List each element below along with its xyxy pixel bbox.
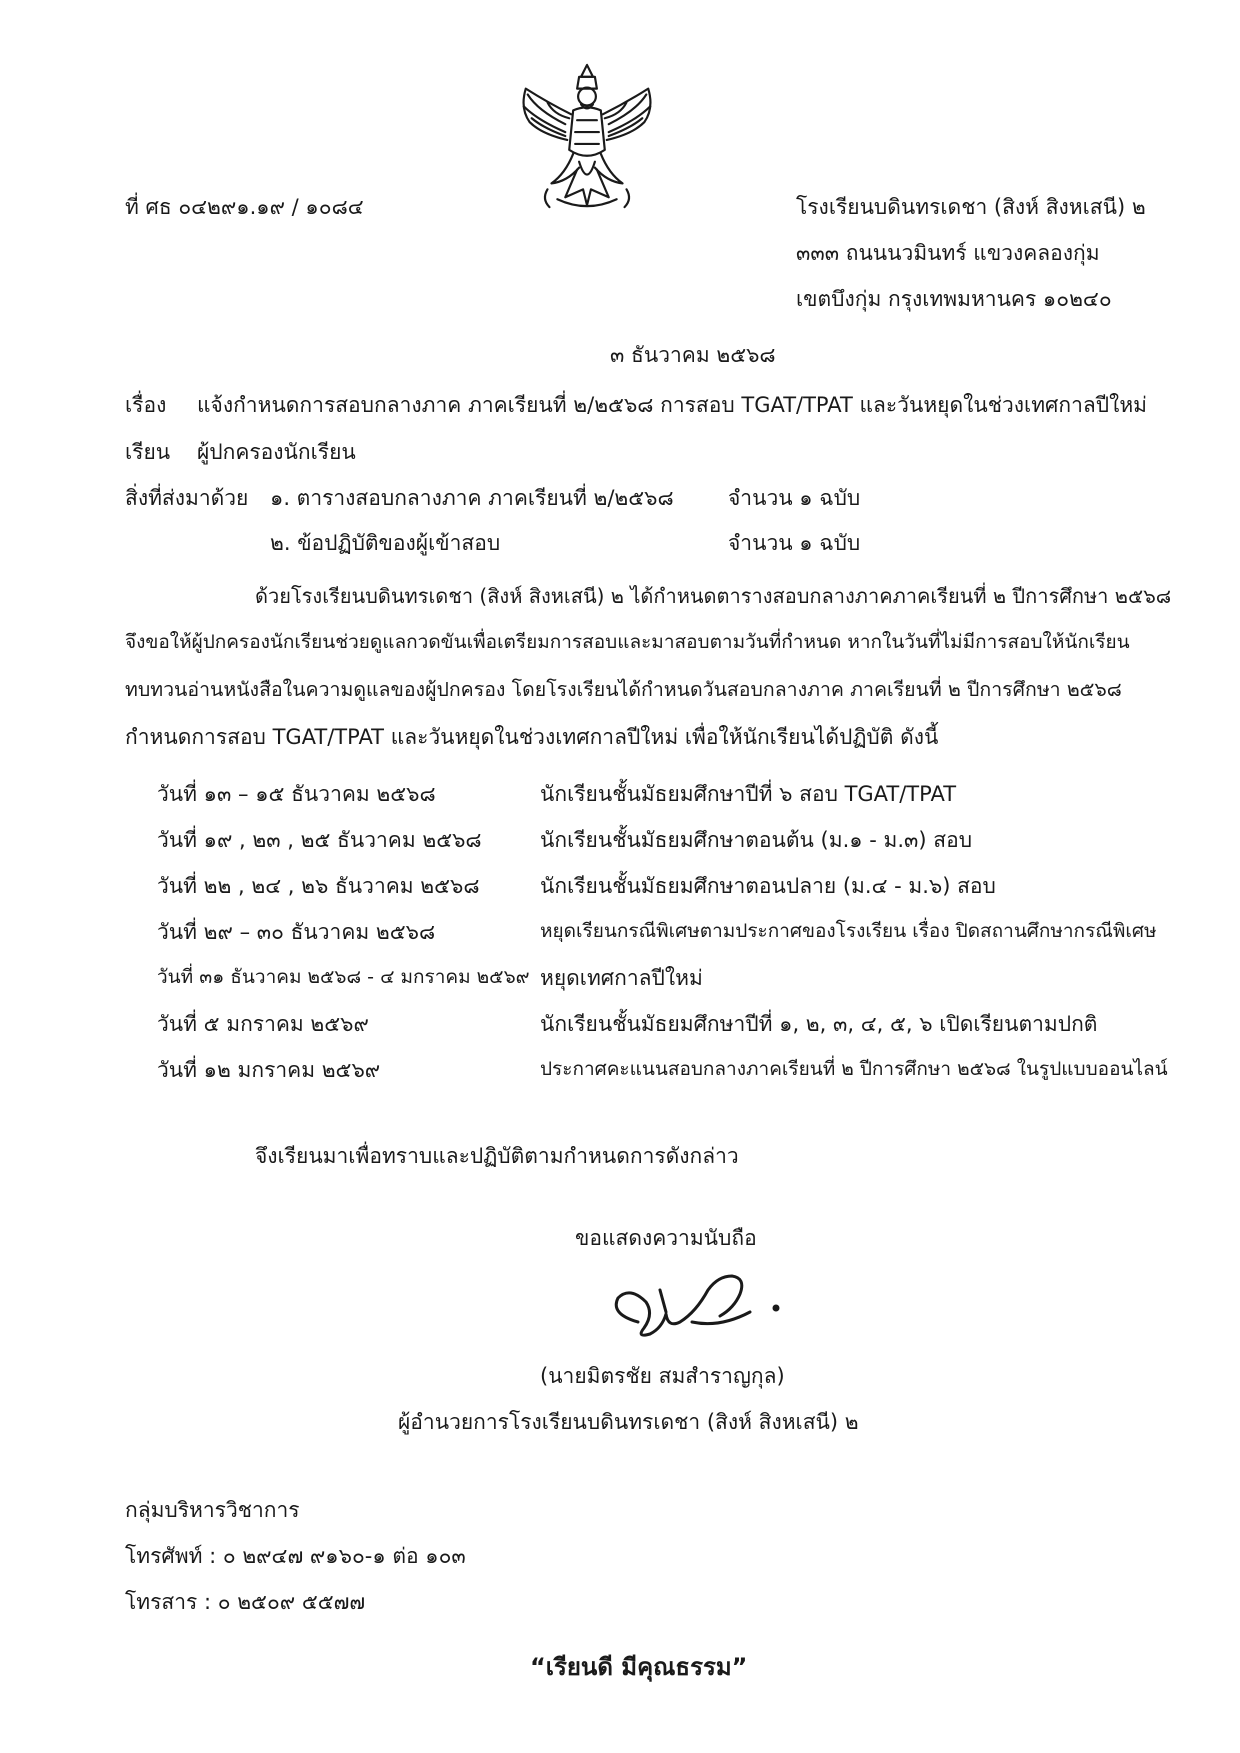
schedule-date: วันที่ ๒๙ – ๓๐ ธันวาคม ๒๕๖๘ xyxy=(157,920,436,944)
schedule-event: นักเรียนชั้นมัธยมศึกษาตอนต้น (ม.๑ - ม.๓) สอบ xyxy=(540,828,973,852)
school-address-line1: ๓๓๓ ถนนนวมินทร์ แขวงคลองกุ่ม xyxy=(796,241,1100,265)
signer-title: ผู้อำนวยการโรงเรียนบดินทรเดชา (สิงห์ สิงหเสนี) ๒ xyxy=(398,1410,859,1434)
attachment-item-name: ๒. ข้อปฏิบัติของผู้เข้าสอบ xyxy=(270,531,501,555)
attachment-item-qty: จำนวน ๑ ฉบับ xyxy=(728,531,861,555)
attachment-item-name: ๑. ตารางสอบกลางภาค ภาคเรียนที่ ๒/๒๕๖๘ xyxy=(270,486,674,510)
fax-number: โทรสาร : ๐ ๒๕๐๙ ๕๕๗๗ xyxy=(125,1590,366,1614)
letter-date: ๓ ธันวาคม ๒๕๖๘ xyxy=(610,343,776,367)
school-motto: “เรียนดี มีคุณธรรม” xyxy=(530,1653,748,1681)
schedule-date: วันที่ ๑๙ , ๒๓ , ๒๕ ธันวาคม ๒๕๖๘ xyxy=(157,828,482,852)
subject-label: เรื่อง xyxy=(125,393,167,417)
schedule-date: วันที่ ๑๒ มกราคม ๒๕๖๙ xyxy=(157,1058,381,1082)
signature-mark xyxy=(600,1250,800,1360)
phone-number: โทรศัพท์ : ๐ ๒๙๔๗ ๙๑๖๐-๑ ต่อ ๑๐๓ xyxy=(125,1544,466,1568)
attachments-label: สิ่งที่ส่งมาด้วย xyxy=(125,486,249,510)
school-address-line2: เขตบึงกุ่ม กรุงเทพมหานคร ๑๐๒๔๐ xyxy=(796,287,1112,311)
body-line: ด้วยโรงเรียนบดินทรเดชา (สิงห์ สิงหเสนี) ๒ ได้กำหนดตารางสอบกลางภาคภาคเรียนที่ ๒ ปีการศึกษา ๒๕๖๘ xyxy=(255,584,1172,608)
body-line: จึงขอให้ผู้ปกครองนักเรียนช่วยดูแลกวดขันเพื่อเตรียมการสอบและมาสอบตามวันที่กำหนด หากในวันที่ไม่มีการสอบให้นักเรียน xyxy=(125,631,1130,653)
school-name: โรงเรียนบดินทรเดชา (สิงห์ สิงหเสนี) ๒ xyxy=(796,195,1146,219)
schedule-event: หยุดเรียนกรณีพิเศษตามประกาศของโรงเรียน เรื่อง ปิดสถานศึกษากรณีพิเศษ xyxy=(540,920,1157,942)
closing-regards: ขอแสดงความนับถือ xyxy=(575,1226,757,1250)
schedule-date: วันที่ ๕ มกราคม ๒๕๖๙ xyxy=(157,1012,369,1036)
document-number: ที่ ศธ ๐๔๒๙๑.๑๙ / ๑๐๘๔ xyxy=(125,195,364,219)
attachment-item-qty: จำนวน ๑ ฉบับ xyxy=(728,486,861,510)
recipient-text: ผู้ปกครองนักเรียน xyxy=(197,440,356,464)
subject-text: แจ้งกำหนดการสอบกลางภาค ภาคเรียนที่ ๒/๒๕๖๘ การสอบ TGAT/TPAT และวันหยุดในช่วงเทศกาลปีใหม่ xyxy=(197,393,1148,417)
schedule-date: วันที่ ๑๓ – ๑๕ ธันวาคม ๒๕๖๘ xyxy=(157,782,436,806)
schedule-event: นักเรียนชั้นมัธยมศึกษาตอนปลาย (ม.๔ - ม.๖) สอบ xyxy=(540,874,996,898)
garuda-emblem xyxy=(508,58,666,218)
body-line: ทบทวนอ่านหนังสือในความดูแลของผู้ปกครอง โดยโรงเรียนได้กำหนดวันสอบกลางภาค ภาคเรียนที่ ๒ ปีการศึกษา ๒๕๖๘ xyxy=(125,678,1122,701)
schedule-date: วันที่ ๓๑ ธันวาคม ๒๕๖๘ - ๔ มกราคม ๒๕๖๙ xyxy=(157,966,530,988)
schedule-event: นักเรียนชั้นมัธยมศึกษาปีที่ ๖ สอบ TGAT/TPAT xyxy=(540,782,957,806)
schedule-date: วันที่ ๒๒ , ๒๔ , ๒๖ ธันวาคม ๒๕๖๘ xyxy=(157,874,480,898)
recipient-label: เรียน xyxy=(125,440,171,464)
body-line: กำหนดการสอบ TGAT/TPAT และวันหยุดในช่วงเทศกาลปีใหม่ เพื่อให้นักเรียนได้ปฏิบัติ ดังนี้ xyxy=(125,725,939,749)
department-name: กลุ่มบริหารวิชาการ xyxy=(125,1498,300,1522)
schedule-event: ประกาศคะแนนสอบกลางภาคเรียนที่ ๒ ปีการศึกษา ๒๕๖๘ ในรูปแบบออนไลน์ xyxy=(540,1058,1168,1080)
schedule-event: นักเรียนชั้นมัธยมศึกษาปีที่ ๑, ๒, ๓, ๔, ๕, ๖ เปิดเรียนตามปกติ xyxy=(540,1012,1098,1036)
signer-name: (นายมิตรชัย สมสำราญกุล) xyxy=(540,1364,785,1388)
closing-text: จึงเรียนมาเพื่อทราบและปฏิบัติตามกำหนดการดังกล่าว xyxy=(255,1144,739,1168)
schedule-event: หยุดเทศกาลปีใหม่ xyxy=(540,966,703,990)
